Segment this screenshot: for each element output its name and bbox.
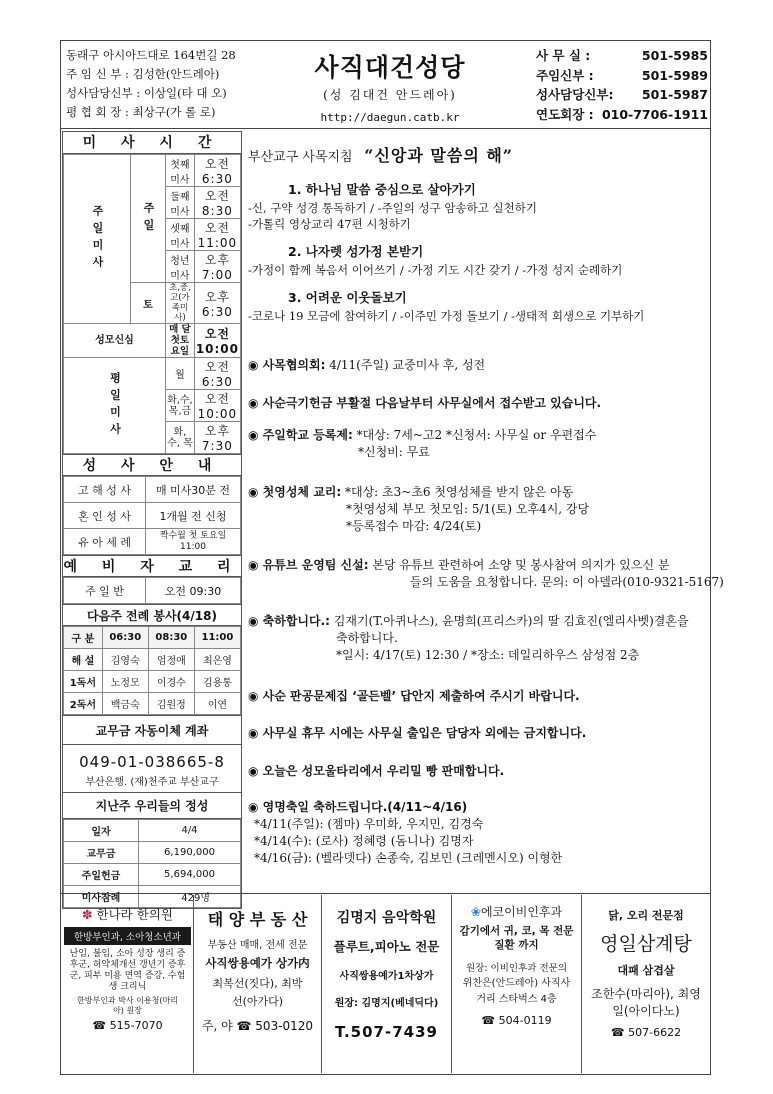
ad-tag: 영일삼계탕 [600,933,692,955]
weekday-mass-label: 평일미사 [64,358,166,454]
holy-hour-time: 오전 10:00 [194,324,240,358]
sunday-label: 주일 [131,155,166,283]
notice-item: ◉ 사목협의회: 4/11(주일) 교중미사 후, 성전 [248,358,486,372]
phone-row: 성사담당신부: 501-5987 [536,87,708,102]
flower-icon: ✽ [82,907,93,922]
service-cell: 김영숙 [102,649,148,671]
service-role: 1독서 [64,671,103,693]
mass-time: 오후 7:30 [194,422,240,454]
mass-name: 청년미사 [166,251,195,283]
guideline-line: -신, 구약 성경 통독하기 / -주일의 성구 암송하고 실천하기 [248,201,537,215]
offering-name: 주일헌금 [64,864,139,886]
sacrament-name: 유 아 세 례 [64,529,146,555]
offering-value: 5,694,000 [139,864,241,886]
catechumen-heading: 예 비 자 교 리 [63,555,241,577]
notice-item: ◉ 유튜브 운영팀 신설: 본당 유튜브 관련하여 소양 및 봉사참여 의지가 있으신 분 들의 도움을 요청합니다. 문의: 이 아델라(010-9321-5167) [248,558,724,589]
service-col: 구 분 [64,627,103,649]
ad-tag: 플루트,피아노 전문 [333,939,440,954]
offering-value: 4/4 [139,820,241,842]
parish-title: 사직대건성당 [314,53,466,82]
ad-extra: 원장: 김명지(베네딕다) [334,998,439,1009]
mass-time: 오전 6:30 [194,358,240,390]
motto [248,148,513,166]
website-link[interactable]: http://daegun.catb.kr [320,111,460,124]
ad-extra: 한방부인과 박사 이용청(마리아) 원장 [77,996,178,1015]
ad-samgyetang [582,895,710,1073]
guideline-title: 1. 하나님 말씀 중심으로 살아가기 [288,182,476,197]
ad-tel: T.507-7439 [335,1023,438,1041]
offering-name: 미사참례 [64,886,139,908]
logo-icon: ❀ [470,905,481,919]
notice-item: ◉ 주일학교 등록제: *대상: 7세~고2 *신청서: 사무실 or 우편접수 *신청비: 무료 [248,428,597,459]
guideline-line: -가정이 함께 복음서 이어쓰기 / -가정 기도 시간 갖기 / -가정 성지 순례하기 [248,263,623,277]
phone-row: 주임신부 : 501-5989 [536,67,708,83]
account-number: 049-01-038665-8 [79,753,225,771]
ad-name: 김명지 음악학원 [336,910,437,926]
footer-divider [60,893,711,894]
mass-name: 화, 수, 목 [166,422,195,454]
mass-name: 둘째미사 [166,187,195,219]
ad-oriental-clinic [62,895,194,1073]
ad-extra: 최복선(짓다), 최박선(아가다) [212,977,303,1008]
guideline-line: -가톨릭 영상교리 47편 시청하기 [248,217,411,231]
ad-name: ✽ 한나라 한의원 [82,907,173,922]
ad-tel: ☎ 507-6622 [610,1026,682,1039]
saturday-label: 토 [131,283,166,324]
sunday-mass-label: 주일미사 [64,155,131,324]
offering-value: 6,190,000 [139,842,241,864]
service-cell: 김용통 [194,671,240,693]
service-cell: 이경수 [148,671,194,693]
account-bank: 부산은행. (재)천주교 부산교구 [85,777,219,788]
ad-tag: 한방부인과, 소아청소년과 [64,927,191,945]
sacrament-value: 1개월 전 신청 [146,503,241,529]
ad-tel: ☎ 515-7070 [92,1019,163,1032]
ad-music-academy [322,895,452,1073]
phone-row: 사 무 실 : 501-5985 [536,48,708,63]
mass-name: 첫째미사 [166,155,195,187]
catechumen-time: 오전 09:30 [146,578,241,604]
ad-tag: 감기에서 귀, 코, 목 전문 질환 까지 [459,925,574,951]
notice-item: ◉ 영명축일 축하드립니다.(4/11~4/16) *4/11(주일): (젬마) 우미화, 우지민, 김경숙 *4/14(수): (로사) 정혜령 (돔니나) 김명자 *4/16(금): (벨라뎃다) 손종숙, 김보민 (크레멘시오) 이형한 [248,800,563,865]
ad-tel: ☎ 504-0119 [481,1014,552,1027]
notice-item: ◉ 축하합니다.: 김재기(T.아퀴나스), 윤명희(프리스카)의 딸 김효진(엘리사벳)결혼을 축하합니다. *일시: 4/17(토) 12:30 / *장소: 데일리하우스 삼성점 2층 [248,614,689,662]
sacrament-value: 매 미사30분 전 [146,477,241,503]
ad-name: ❀에코이비인후과 [470,905,563,919]
service-role: 해 설 [64,649,103,671]
service-cell: 김원정 [148,693,194,715]
ad-tag: 부동산 매매, 전세 전문 [207,940,308,951]
notice-item: ◉ 사순극기헌금 부활절 다음날부터 사무실에서 접수받고 있습니다. [248,396,602,410]
parish-subtitle: (성 김대건 안드레아) [323,88,457,102]
ad-desc: 대패 삼겹살 [617,964,675,977]
service-col: 11:00 [194,627,240,649]
mass-name: 셋째미사 [166,219,195,251]
sacrament-heading: 성 사 안 내 [63,454,241,476]
council-president: 평 협 회 장 : 최상구(가 롤 로) [66,105,216,119]
ad-extra: 조한수(마리아), 최영일(아이다노) [591,987,701,1018]
ad-desc: 사직쌍용예가1차상가 [339,971,434,982]
motto-title: “신앙과 말씀의 해” [364,146,514,165]
service-cell: 최은영 [194,649,240,671]
mass-time: 오전 11:00 [194,219,240,251]
service-role: 2독서 [64,693,103,715]
notice-item: ◉ 사무실 휴무 시에는 사무실 출입은 담당자 외에는 금지합니다. [248,726,587,740]
guideline-title: 2. 나자렛 성가정 본받기 [288,244,424,259]
offering-value: 429명 [139,886,241,908]
mass-time: 오후 6:30 [194,283,240,324]
header-divider [60,128,711,129]
service-heading: 다음주 전례 봉사(4/18) [63,604,241,626]
motto-prefix: 부산교구 사목지침 [248,150,353,165]
ad-desc: 사직쌍용예가 상가内 [205,956,310,970]
sacrament-value: 짝수월 첫 토요일 11:00 [146,529,241,555]
pastoral-guidelines [248,180,708,324]
parish-title-block [290,48,490,124]
guideline-title: 3. 어려운 이웃돌보기 [288,290,407,305]
ad-tel: 주, 야 ☎ 503-0120 [201,1019,314,1033]
address: 동래구 아시아드대로 164번길 28 [66,48,236,62]
mass-time: 오후 7:00 [194,251,240,283]
mass-name: 초,중,고(가족미사) [166,283,195,324]
ad-ent-clinic [452,895,582,1073]
mass-time: 오전 8:30 [194,187,240,219]
mass-schedule [62,131,242,909]
sacrament-name: 고 해 성 사 [64,477,146,503]
ad-real-estate [194,895,322,1073]
youth-priest: 성사담당신부 : 이상일(타 대 오) [66,86,227,100]
holy-hour-day: 매 달 첫토요일 [166,324,195,358]
guideline-line: -코로나 19 모금에 참여하기 / -이주민 가정 돌보기 / -생태적 회생으로 기부하기 [248,309,645,323]
ad-name: 닭, 오리 전문점 [608,909,684,922]
header-info [66,46,236,122]
holy-hour-label: 성모신심 [64,324,166,358]
service-cell: 이연 [194,693,240,715]
mass-time: 오전 10:00 [194,390,240,422]
ad-desc: 원장: 이비인후과 전문의 [465,963,567,974]
notice-item: ◉ 오늘은 성모울타리에서 우리밀 빵 판매합니다. [248,764,505,778]
ad-desc: 난임, 불임, 소아 성장 생리 증후군, 허약체개선 갱년기 증후군, 피부 미용 면역 증강, 수험생 크리닉 [69,949,186,992]
service-col: 08:30 [148,627,194,649]
pastor: 주 임 신 부 : 김성한(안드레아) [66,67,220,81]
service-cell: 노정모 [102,671,148,693]
ad-name: 태 양 부 동 산 [207,910,308,929]
ad-extra: 위찬은(안드레아) 사직사거리 스타벅스 4층 [462,978,571,1005]
offering-heading: 지난주 우리들의 정성 [63,793,241,819]
service-cell: 백금숙 [102,693,148,715]
mass-name: 월 [166,358,195,390]
service-cell: 엄정애 [148,649,194,671]
mass-name: 화,수,목,금 [166,390,195,422]
offering-name: 일자 [64,820,139,842]
notice-item: ◉ 사순 판공문제집 ‘골든벨’ 답안지 제출하여 주시기 바랍니다. [248,689,580,703]
offering-name: 교무금 [64,842,139,864]
phone-list [536,46,708,124]
sacrament-name: 혼 인 성 사 [64,503,146,529]
catechumen-class: 주 일 반 [64,578,146,604]
account-heading: 교무금 자동이체 계좌 [63,715,241,745]
mass-time: 오전 6:30 [194,155,240,187]
mass-heading: 미 사 시 간 [63,132,241,154]
phone-row: 연도회장 : 010-7706-1911 [536,106,708,122]
service-col: 06:30 [102,627,148,649]
account-box [63,745,241,793]
notice-item: ◉ 첫영성체 교리: *대상: 초3~초6 첫영성체를 받지 않은 아동 *첫영성체 부모 첫모임: 5/1(토) 오후4시, 강당 *등록접수 마감: 4/24(토) [248,485,590,533]
